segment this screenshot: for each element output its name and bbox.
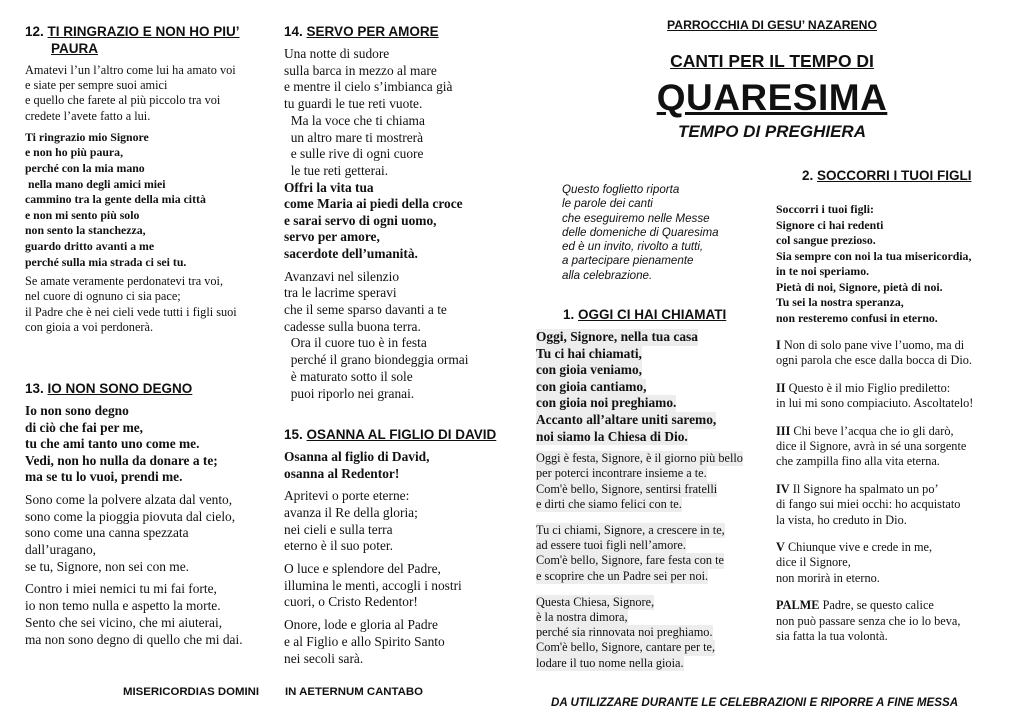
lyric-line: Questo foglietto riporta: [562, 183, 680, 196]
lyric-line: alla celebrazione.: [562, 268, 653, 282]
song-title: TI RINGRAZIO E NON HO PIU’: [47, 24, 240, 39]
lyric-line: a partecipare pienamente: [562, 254, 694, 268]
lyric-line: illumina le menti, accogli i nostri: [284, 577, 462, 593]
song-title: OGGI CI HAI CHIAMATI: [578, 307, 727, 322]
lyric-line: delle domeniche di Quaresima: [562, 225, 719, 239]
song-14: [284, 23, 524, 402]
lyric-line: cuori, o Cristo Redentor!: [284, 594, 418, 610]
lyric-line: Com'è bello, Signore, sentirsi fratelli: [536, 481, 718, 496]
song-13-heading: [25, 380, 275, 397]
song-title: IO NON SONO DEGNO: [47, 381, 193, 396]
lyric-line: Offri la vita tua: [284, 179, 374, 195]
song-15-verse-2: [284, 561, 524, 611]
cover-subtitle: TEMPO DI PREGHIERA: [678, 122, 866, 141]
lyric-line: non può passare senza che io lo beva,: [776, 613, 961, 628]
lyric-line: Onore, lode e gloria al Padre: [284, 617, 438, 633]
verse-number: III: [776, 423, 791, 438]
lyric-line: Contro i miei nemici tu mi fai forte,: [25, 581, 217, 597]
lyric-line: e non ho più paura,: [25, 145, 124, 160]
song-14-chorus: [284, 180, 524, 263]
lyric-line: non sento la stanchezza,: [25, 223, 146, 238]
lyric-line: Se amate veramente perdonatevi tra voi,: [25, 274, 224, 289]
lyric-line: dall’uragano,: [25, 542, 97, 558]
lyric-line: in te noi speriamo.: [776, 264, 870, 278]
song-13: [25, 380, 275, 648]
lyric-line: le tue reti getterai.: [284, 162, 389, 178]
song-15-chorus: [284, 449, 524, 482]
lyric-line: sono come una canna spezzata: [25, 525, 189, 541]
lyric-line: e sarai servo di ogni uomo,: [284, 212, 437, 228]
lyric-line: nel cuore di ognuno ci sia pace;: [25, 289, 181, 304]
lyric-line: Amatevi l’un l’altro come lui ha amato voi: [25, 63, 236, 77]
lyric-line: sulla barca in mezzo al mare: [284, 62, 437, 78]
verse-number: I: [776, 338, 781, 352]
lyric-line: ma non sono degno di quello che mi dai.: [25, 631, 243, 647]
lyric-line: osanna al Redentor!: [284, 465, 400, 481]
song-2-verses: [776, 338, 1012, 645]
song-1-chorus: [536, 329, 776, 445]
song-12-chorus: [25, 130, 275, 270]
lyric-line: credete l’avete fatto a lui.: [25, 108, 151, 123]
lyric-line: Signore ci hai redenti: [776, 217, 884, 232]
lyric-line: perché sulla mia strada ci sei tu.: [25, 254, 187, 269]
lyric-line: con gioia cantiamo,: [536, 378, 647, 394]
lyric-line: Sento che sei vicino, che mi aiuterai,: [25, 614, 223, 630]
lyric-line: e dirti che siamo felici con te.: [536, 496, 682, 511]
lyric-line: Questa Chiesa, Signore,: [536, 594, 655, 609]
song-2-verse: [776, 424, 1012, 470]
verse-number: II: [776, 380, 786, 395]
song-2-verse: [776, 381, 1012, 412]
lyric-line: ma se tu lo vuoi, prendi me.: [25, 469, 183, 485]
footer-right: DA UTILIZZARE DURANTE LE CELEBRAZIONI E RIPORRE A FINE MESSA: [551, 696, 959, 709]
footer-middle: IN AETERNUM CANTABO: [285, 686, 423, 698]
lyric-line: ed è un invito, rivolto a tutti,: [562, 240, 704, 254]
song-number: 15.: [284, 427, 303, 442]
song-13-verse-1: [25, 492, 275, 576]
song-15: [284, 426, 524, 667]
song-14-verse-1: [284, 46, 524, 180]
lyric-line: ad essere tuoi figli nell’amore.: [536, 538, 686, 553]
lyric-line: Accanto all’altare uniti saremo,: [536, 411, 717, 427]
lyric-line: avanza il Re della gloria;: [284, 504, 418, 520]
lyric-line: se tu, Signore, non sei con me.: [25, 558, 190, 574]
lyric-line: Avanzavi nel silenzio: [284, 268, 400, 284]
lyric-line: in lui mi sono compiaciuto. Ascoltatelo!: [776, 396, 974, 411]
footer-left: MISERICORDIAS DOMINI: [123, 686, 260, 698]
lyric-line: la vista, ho creduto in Dio.: [776, 512, 907, 527]
song-1-heading: [536, 306, 776, 323]
lyric-line: di fango sui miei occhi: ho acquistato: [776, 497, 961, 512]
lyric-line: non morirà in eterno.: [776, 570, 880, 585]
song-1-verse-2: [536, 523, 776, 584]
lyric-line: tra le lacrime speravi: [284, 285, 397, 301]
lyric-line: con gioia veniamo,: [536, 362, 643, 378]
lyric-line: Vedi, non ho nulla da donare a te;: [25, 452, 218, 468]
column-1: [25, 23, 275, 335]
cover-title-line1: CANTI PER IL TEMPO DI: [670, 51, 874, 71]
lyric-line: Com'è bello, Signore, cantare per te,: [536, 640, 716, 655]
lyric-line: e scoprire che un Padre sei per noi.: [536, 568, 709, 583]
lyric-line: nella mano degli amici miei: [25, 176, 166, 191]
lyric-line: V Chiunque vive e crede in me,: [776, 540, 933, 555]
song-2-verse: [776, 482, 1012, 528]
lyric-line: I Non di solo pane vive l’uomo, ma di: [776, 338, 965, 352]
song-12-verse-2: [25, 274, 275, 335]
song-15-verse-3: [284, 617, 524, 667]
lyric-line: col sangue prezioso.: [776, 233, 876, 247]
lyric-line: eterno è il suo poter.: [284, 538, 393, 554]
cover-title-quaresima: QUARESIMA: [656, 77, 888, 118]
lyric-line: che il seme sparso davanti a te: [284, 302, 447, 317]
song-title: SOCCORRI I TUOI FIGLI: [817, 168, 972, 183]
lyric-line: Ma la voce che ti chiama: [284, 112, 425, 128]
lyric-line: Io non sono degno: [25, 403, 129, 418]
lyric-line: tu che ami tanto uno come me.: [25, 436, 200, 452]
song-number: 1.: [563, 307, 575, 322]
song-15-verse-1: [284, 488, 524, 555]
lyric-line: sia fatta la tua volontà.: [776, 629, 888, 644]
song-12-heading: [25, 23, 275, 40]
lyric-line: e mentre il cielo s’imbianca già: [284, 79, 453, 95]
lyric-line: IV Il Signore ha spalmato un po’: [776, 481, 939, 496]
verse-number: IV: [776, 481, 790, 496]
song-number: 14.: [284, 24, 303, 39]
song-2: [776, 167, 1012, 645]
lyric-line: Una notte di sudore: [284, 46, 390, 61]
lyric-line: PALME Padre, se questo calice: [776, 598, 934, 613]
lyric-line: Sono come la polvere alzata dal vento,: [25, 491, 233, 507]
song-12-verse-1: [25, 63, 275, 124]
lyric-line: dice il Signore,: [776, 555, 851, 570]
lyric-line: perché sia rinnovata noi preghiamo.: [536, 625, 713, 640]
song-title: OSANNA AL FIGLIO DI DAVID: [306, 427, 497, 442]
lyric-line: è maturato sotto il sole: [284, 368, 413, 384]
lyric-line: nei secoli sarà.: [284, 650, 364, 666]
lyric-line: il Padre che è nei cieli vede tutti i figli suoi: [25, 304, 237, 319]
song-title-line2: PAURA: [51, 41, 98, 56]
lyric-line: io non temo nulla e aspetto la morte.: [25, 598, 221, 614]
lyric-line: un altro mare ti mostrerà: [284, 129, 424, 145]
lyric-line: nei cieli e sulla terra: [284, 521, 393, 537]
lyric-line: Soccorri i tuoi figli:: [776, 202, 874, 216]
lyric-line: tu guardi le tue reti vuote.: [284, 96, 423, 112]
song-1-verse-1: [536, 451, 776, 512]
parish-name: PARROCCHIA DI GESU’ NAZARENO: [667, 18, 877, 32]
lyric-line: Tu ci chiami, Signore, a crescere in te,: [536, 522, 725, 537]
song-number: 13.: [25, 381, 44, 396]
lyric-line: III Chi beve l’acqua che io gli darò,: [776, 423, 954, 438]
lyric-line: per poterci incontrare insieme a te.: [536, 466, 707, 481]
lyric-line: puoi riporlo nei granai.: [284, 385, 415, 401]
lyric-line: Pietà di noi, Signore, pietà di noi.: [776, 279, 943, 294]
lyric-line: perché il grano biondeggia ormai: [284, 352, 469, 368]
lyric-line: Osanna al figlio di David,: [284, 449, 430, 464]
lyric-line: Sia sempre con noi la tua misericordia,: [776, 248, 972, 263]
song-number: 2.: [802, 168, 814, 183]
lyric-line: Apritevi o porte eterne:: [284, 488, 410, 504]
song-12-heading-line2: [25, 40, 275, 57]
lyric-line: dice il Signore, avrà in sé una sorgente: [776, 439, 967, 454]
lyric-line: ogni parola che esce dalla bocca di Dio.: [776, 353, 972, 368]
lyric-line: è la nostra dimora,: [536, 609, 628, 624]
lyric-line: e non mi sento più solo: [25, 207, 140, 222]
song-15-heading: [284, 426, 524, 443]
song-14-heading: [284, 23, 524, 40]
lyric-line: lodare il tuo nome nella gioia.: [536, 655, 684, 670]
verse-number: PALME: [776, 598, 820, 613]
lyric-line: con gioia a voi perdonerà.: [25, 319, 154, 334]
lyric-line: sono come la pioggia piovuta dal cielo,: [25, 508, 236, 524]
song-13-chorus: [25, 403, 275, 486]
lyric-line: perché con la mia mano: [25, 161, 145, 175]
lyric-line: di ciò che fai per me,: [25, 419, 144, 435]
lyric-line: cammino tra la gente della mia città: [25, 192, 206, 207]
song-2-heading: [776, 167, 1012, 184]
lyric-line: che zampilla fino alla vita eterna.: [776, 454, 940, 469]
lyric-line: con gioia noi preghiamo.: [536, 395, 677, 411]
lyric-line: Oggi, Signore, nella tua casa: [536, 329, 698, 344]
lyric-line: Ti ringrazio mio Signore: [25, 129, 149, 144]
lyric-line: II Questo è il mio Figlio prediletto:: [776, 380, 951, 395]
lyric-line: Tu ci hai chiamati,: [536, 345, 642, 361]
song-2-verse: [776, 338, 1012, 369]
song-2-verse: [776, 598, 1012, 644]
lyric-line: e quello che farete al più piccolo tra voi: [25, 93, 221, 108]
lyric-line: Com'è bello, Signore, fare festa con te: [536, 553, 724, 568]
song-1: [536, 306, 776, 671]
lyric-line: le parole dei canti: [562, 197, 653, 211]
song-title: SERVO PER AMORE: [306, 24, 439, 39]
song-1-verse-3: [536, 595, 776, 671]
lyric-line: O luce e splendore del Padre,: [284, 561, 441, 576]
lyric-line: e siate per sempre suoi amici: [25, 78, 168, 93]
lyric-line: cadesse sulla buona terra.: [284, 318, 421, 334]
cover-intro: [562, 183, 762, 283]
lyric-line: sacerdote dell’umanità.: [284, 246, 418, 261]
lyric-line: guardo dritto avanti a me: [25, 238, 155, 253]
song-13-verse-2: [25, 581, 275, 648]
lyric-line: servo per amore,: [284, 229, 380, 245]
verse-number: V: [776, 540, 785, 555]
cover-block: [618, 18, 926, 142]
lyric-line: Oggi è festa, Signore, è il giorno più bello: [536, 451, 743, 466]
song-number: 12.: [25, 24, 44, 39]
song-2-chorus: [776, 202, 1012, 326]
song-14-verse-2: [284, 269, 524, 403]
lyric-line: e al Figlio e allo Spirito Santo: [284, 633, 445, 649]
song-2-verse: [776, 540, 1012, 586]
lyric-line: come Maria ai piedi della croce: [284, 196, 463, 212]
lyric-line: non resteremo confusi in eterno.: [776, 310, 938, 325]
lyric-line: noi siamo la Chiesa di Dio.: [536, 428, 688, 444]
lyric-line: Tu sei la nostra speranza,: [776, 295, 904, 309]
lyric-line: che eseguiremo nelle Messe: [562, 211, 710, 225]
lyric-line: Ora il cuore tuo è in festa: [284, 335, 427, 351]
lyric-line: e sulle rive di ogni cuore: [284, 146, 424, 162]
